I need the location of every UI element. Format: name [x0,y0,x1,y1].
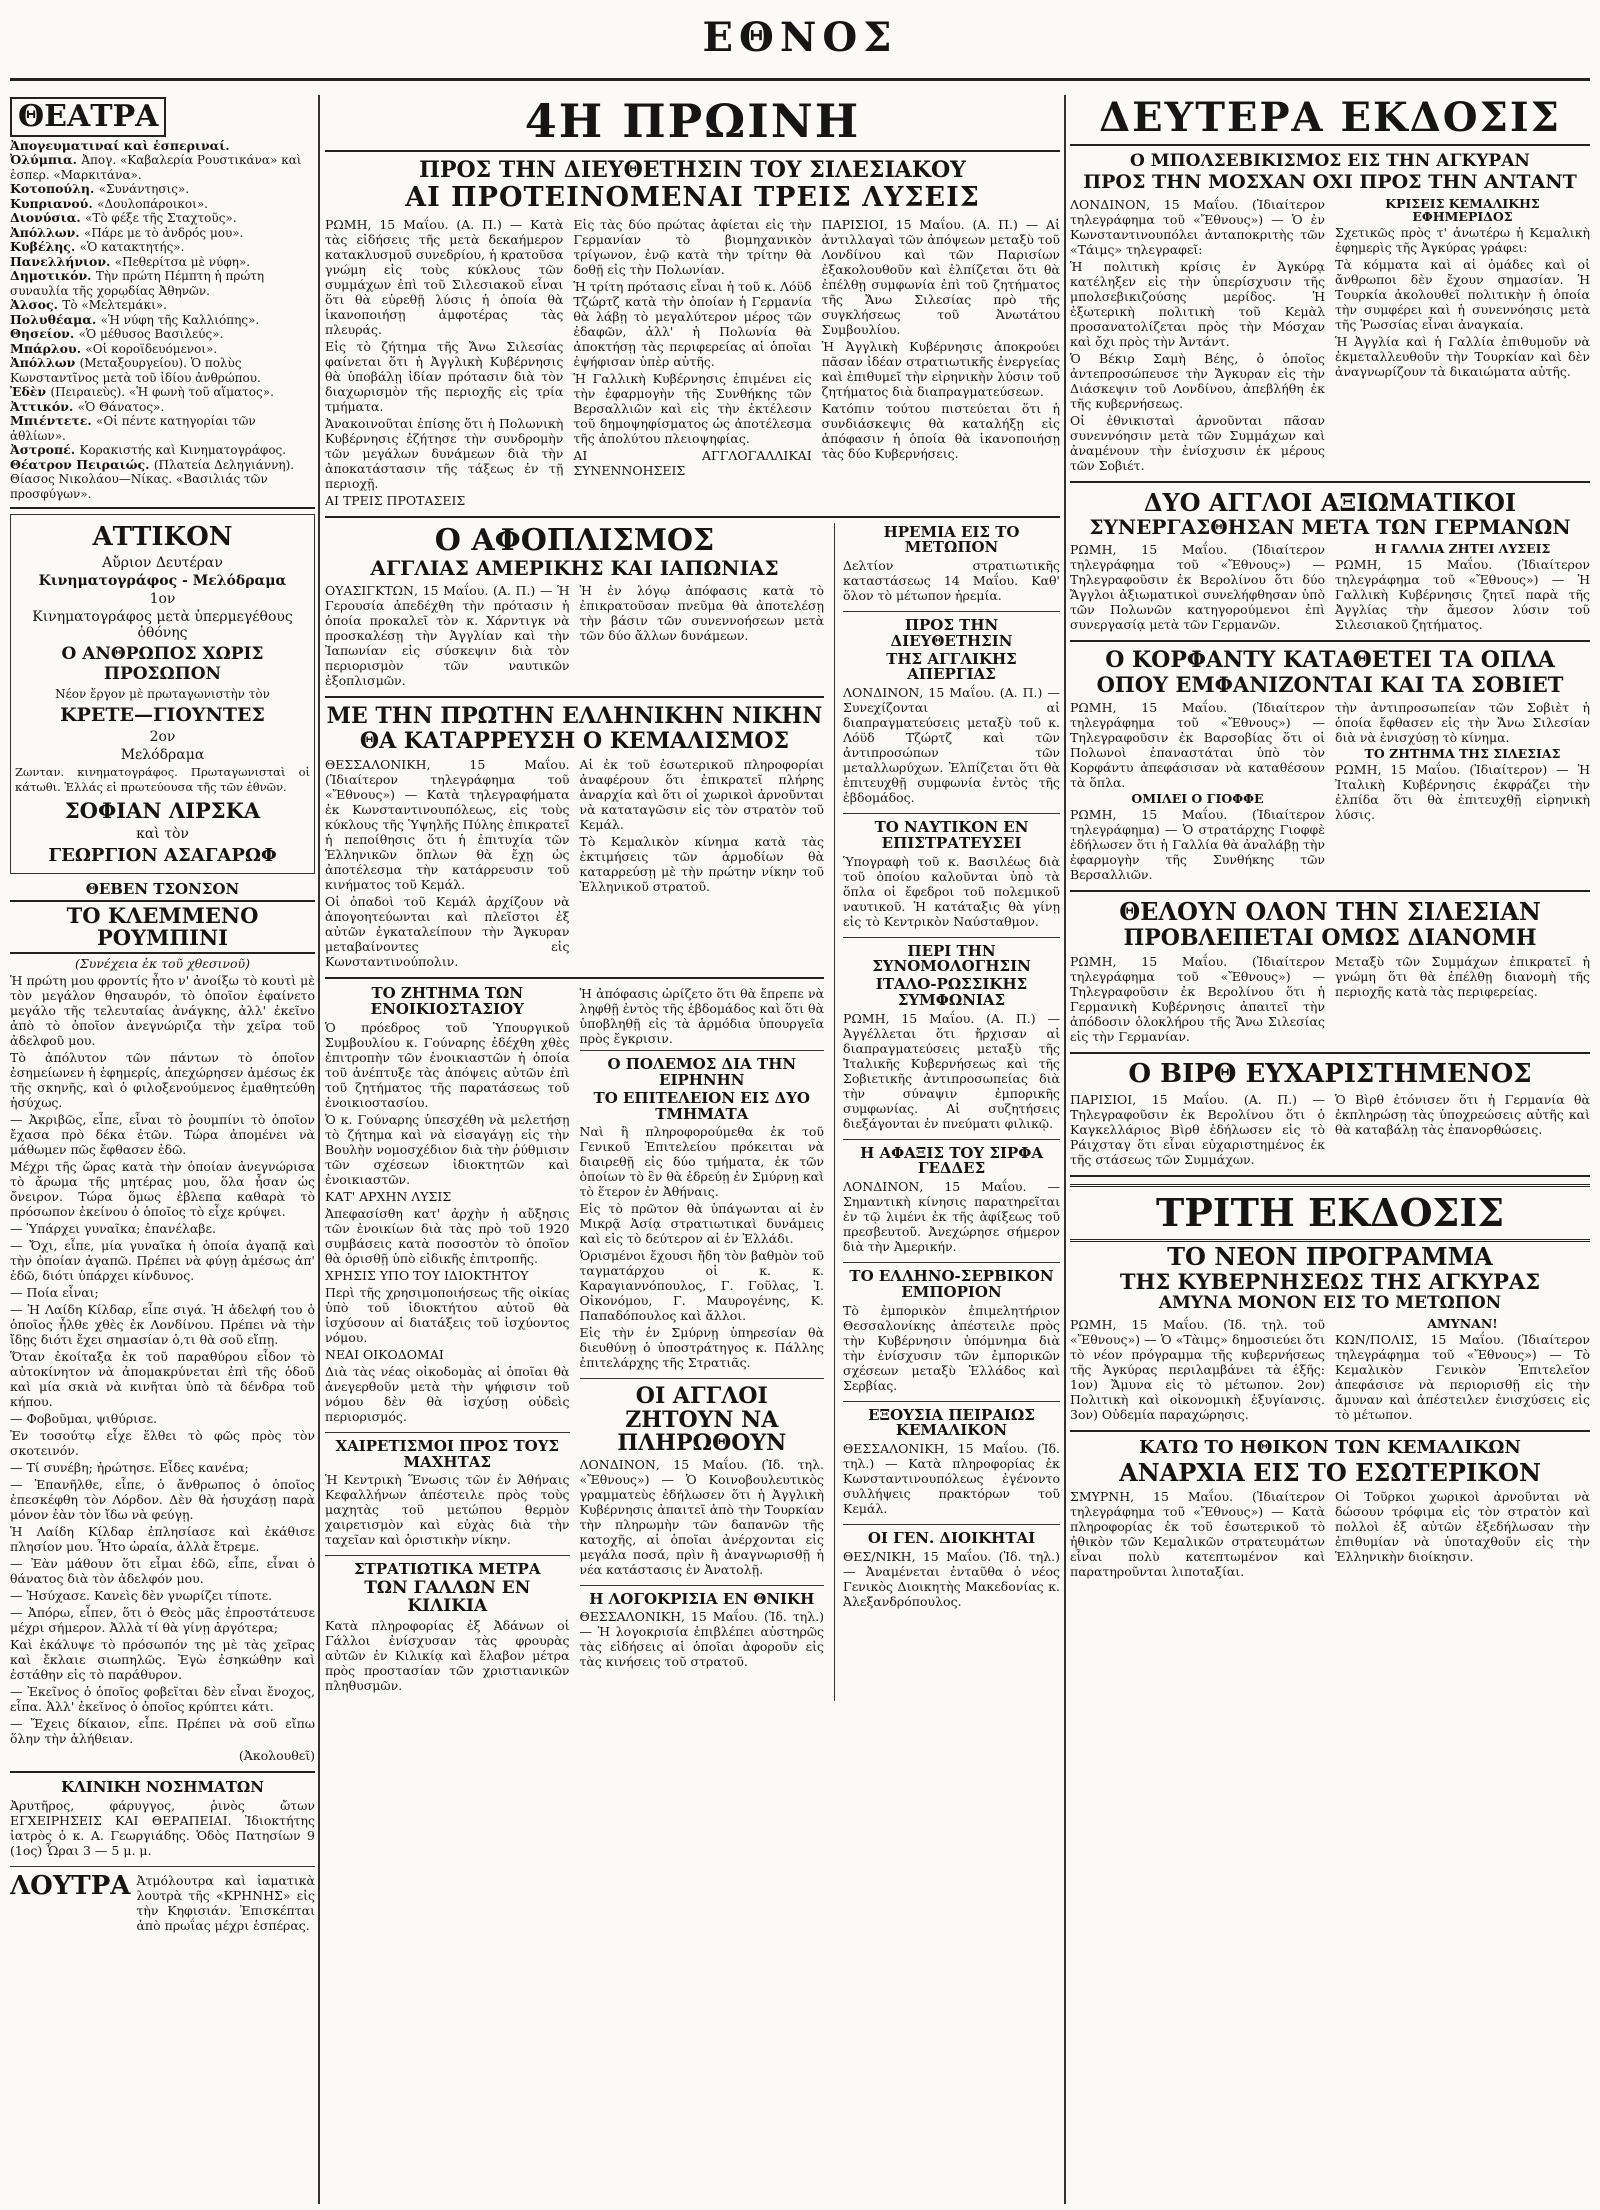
navy-article [843,818,1060,931]
article-text: ΛΟΝΔΙΝΟΝ, 15 Μαΐου. — Σημαντικὴ κίνησις παρατηρεῖται ἐν τῷ λιμένι ἐκ τῆς ἀφίξεως τοῦ πρεσβευτοῦ. Ἀνεχώρησε σήμερον διὰ τὴν Ἀμερικήν. [843,1179,1060,1255]
theatre-listing [10,443,315,458]
article-kicker: ΤΟ ΝΕΟΝ ΠΡΟΓΡΑΜΜΑ [1167,1241,1493,1271]
column-divider-2 [1064,95,1066,2204]
article-text: Μεταξὺ τῶν Συμμάχων ἐπικρατεῖ ἡ γνώμη ὅτι θὰ ἐπέλθῃ διανομὴ τῆς περιοχῆς κατὰ τὰς περιφερείας. [1335,953,1590,999]
article-text: ΡΩΜΗ, 15 Μαΐου. (Ἰδιαίτερον τηλεγράφημα τοῦ «Ἔθνους») — Ἡ Γαλλικὴ Κυβέρνησις ζητεῖ παρὰ τῆς Ἀγγλίας τὴν ἄμεσον λύσιν τοῦ Σιλεσιακοῦ ζητήματος. [1335,557,1590,633]
article-text: ΘΕΣΣΑΛΟΝΙΚΗ, 15 Μαΐου. (Ἰδ. τηλ.) — Ἡ λογοκρισία ἐπιβλέπει αὐστηρῶς τὰς εἰδήσεις αἱ ὁποῖαι ἀφοροῦν εἰς τὰς κινήσεις τοῦ στρατοῦ. [579,1609,825,1670]
theatre-name: Ἀλσος. [10,297,63,312]
paragraph: ΝΕΑΙ ΟΙΚΟΔΟΜΑΙ [325,1346,444,1362]
theatre-name: Ἀττικόν. [10,398,78,414]
article-title: ΙΤΑΛΟ-ΡΩΣΣΙΚΗΣ ΣΥΜΦΩΝΙΑΣ [875,975,1028,1009]
theatre-name: Θησείον. [10,326,79,341]
ad-line: 1ον [149,591,176,607]
theatre-listing [10,255,315,270]
theatre-name: Θέατρον Πειραιώς. [10,456,154,472]
text-column [580,581,825,690]
article-title: ΑΝΑΡΧΙΑ ΕΙΣ ΤΟ ΕΣΩΤΕΡΙΚΟΝ [1119,1457,1541,1487]
paragraph: Ἐν τοσούτῳ εἶχε ἔλθει τὸ φῶς πρὸς τὸν σκοτεινόν. [10,1427,315,1458]
cilicia-article [325,1560,570,1694]
paragraph: ΠΑΡΙΣΙΟΙ, 15 Μαΐου. (Α. Π.) — Αἱ ἀντιλλαγαὶ τῶν ἀπόψεων μεταξὺ τοῦ Λονδίνου καὶ τῶν Παρισίων ἐξακολουθοῦν καὶ ἐλπίζεται ὅτι θὰ ἐπέλθῃ συμφωνία ἐπὶ τοῦ ζητήματος τῆς Ἄνω Σιλεσίας πρὸ τῆς συγκλήσεως τοῦ Ἀνωτάτου Συμβουλίου. [821,216,1060,337]
article-kicker: ΠΡΟΣ ΤΗΝ ΔΙΕΥΘΕΤΗΣΙΝ [890,616,1013,650]
theatre-listing [10,153,315,182]
disarmament-article [325,523,824,691]
article-title: ΤΗΣ ΚΥΒΕΡΝΗΣΕΩΣ ΤΗΣ ΑΓΚΥΡΑΣ [1119,1269,1541,1295]
paragraph: — Ἀπόρω, εἶπεν, ὅτι ὁ Θεὸς μᾶς ἐπροστάτευσε μέχρι σήμερον. Ἀλλὰ τί θὰ γίνῃ ἀργότερα; [10,1604,315,1635]
paragraph: Ἡ Λαίδη Κίλδαρ ἐπλησίασε καὶ ἐκάθισε πλησίον μου. Ἦτο ὡραία, ἀλλὰ ἔτρεμε. [10,1523,315,1554]
english-officers-article [1070,488,1590,634]
paragraph: Ὁρισμένοι ἔχουσι ἤδη τὸν βαθμὸν τοῦ ταγματάρχου οἱ κ. κ. Καραγιαννόπουλος, Γ. Γοῦλας, Ἰ. Οἰκονόμου, Γ. Μαυρογένης, Κ. Παπαδόπουλος καὶ ἄλλοι. [579,1248,825,1324]
article-title: ΤΩΝ ΓΑΛΛΩΝ ΕΝ ΚΙΛΙΚΙΑ [364,1578,531,1617]
paragraph: Ἡ Ἀγγλία καὶ ἡ Γαλλία ἐπιθυμοῦν νὰ ἐκμεταλλευθοῦν τὴν Τουρκίαν καὶ δὲν ἀναγνωρίζουν τὰ δικαιώματα αὐτῆς. [1335,334,1590,380]
article-text: ΡΩΜΗ, 15 Μαΐου. (Ἰδιαίτερον τηλεγράφημα) — Ὁ στρατάρχης Γιοφφὲ ἐδήλωσεν ὅτι ἡ Γαλλία θὰ ἀναλάβῃ τὴν ἐφαρμογὴν τῆς Συνθήκης τῶν Βερσαλλιῶν. [1070,807,1325,883]
korfanty-article [1070,647,1590,884]
column-center [325,95,1060,2204]
article-subtitle: ΑΓΓΛΙΑΣ ΑΜΕΡΙΚΗΣ ΚΑΙ ΙΑΠΩΝΙΑΣ [370,556,779,581]
text-column [325,215,563,510]
article-text: τὴν ἀντιπροσωπείαν τῶν Σοβιὲτ ἡ ὁποία ἔφθασεν εἰς τὴν Ἄνω Σιλεσίαν διὰ νὰ ἐνισχύσῃ τὸ κίνημα. [1335,700,1590,746]
theatre-program: Τὸ «Μελτεμάκι». [62,298,167,312]
edition-title: ΤΡΙΤΗ ΕΚΔΟΣΙΣ [1070,1184,1590,1242]
paragraph: Ὁ κ. Γούναρης ὑπεσχέθη νὰ μελετήσῃ τὸ ζήτημα καὶ νὰ εἰσαγάγῃ εἰς τὴν Βουλὴν νομοσχέδιον διὰ τὴν ῥύθμισιν τῶν σχέσεων ἰδιοκτητῶν καὶ ἐνοικιαστῶν. [325,1111,570,1187]
ad-line: καὶ τὸν [136,826,189,842]
theatre-name: Μπάρλου. [10,340,86,356]
paragraph: Ὁ Βέκιρ Σαμὴ Βέης, ὁ ὁποῖος ἀντεπροσώπευσε τὴν Ἄγκυραν εἰς τὴν Διάσκεψιν τοῦ Λονδίνου, ἀπεβλήθη ἐκ τῆς κυβερνήσεως. [1070,350,1325,411]
theatre-name: Μπιέντετε. [10,413,97,428]
front-article [843,523,1060,606]
article-text: Ὑπογραφὴ τοῦ κ. Βασιλέως διὰ τοῦ ὁποίου καλοῦνται ὑπὸ τὰ ὅπλα οἱ ἔφεδροι τοῦ πολεμικοῦ ναυτικοῦ. Ἡ κατάταξις θὰ γίνῃ εἰς τὸ Κεντρικὸν Ναύσταθμον. [843,853,1060,929]
theatre-listing [10,211,315,226]
paragraph: Ναὶ ἢ πληροφορούμεθα ἐκ τοῦ Γενικοῦ Ἐπιτελείου πρόκειται νὰ διαιρεθῇ εἰς δύο τμήματα, ἐκ τῶν ὁποίων τὸ ἓν θὰ ἐδρεύῃ ἐν Σμύρνῃ καὶ τὸ ἕτερον ἐν Ἀθήναις. [579,1124,825,1200]
paragraph: — Ὑπάρχει γυναῖκα; ἐπανέλαβε. [10,1220,216,1236]
paragraph: ΟΥΑΣΙΓΚΤΩΝ, 15 Μαΐου. (Α. Π.) — Ἡ Γερουσία ἀπεδέχθη τὴν πρότασιν ἡ ὁποία προκαλεῖ τὸν κ. Χάρντιγκ νὰ προσκαλέσῃ τὴν Ἀγγλίαν καὶ τὴν Ἰαπωνίαν εἰς σύσκεψιν διὰ τὸν περιορισμὸν τῶν ναυτικῶν ἐξοπλισμῶν. [325,583,570,689]
article-title: ΟΙ ΓΕΝ. ΔΙΟΙΚΗΤΑΙ [867,1529,1036,1548]
wirth-article [1070,1059,1590,1169]
theatre-program: «Συνάντησις». [98,182,190,196]
pact-article [843,942,1060,1133]
ad-text: Ζωνταν. κινηματογράφος. Πρωταγωνισταὶ οἱ κάτωθι. Ἑλλάς εἰ πρωτεύουσα τῆς τῶν ἐθνῶν. [15,765,310,794]
theatre-name: Ἀπόλλων. [10,224,84,240]
article-title: ΤΟ ΕΛΛΗΝΟ-ΣΕΡΒΙΚΟΝ ΕΜΠΟΡΙΟΝ [849,1267,1054,1301]
theatres-section [10,95,315,501]
theatre-listing [10,240,315,255]
ad-line: Μελόδραμα [120,747,205,763]
serial-sub: (Συνέχεια ἐκ τοῦ χθεσινοῦ) [75,955,250,971]
article-title: ΤΟ ΕΠΙΤΕΛΕΙΟΝ ΕΙΣ ΔΥΟ ΤΜΗΜΑΤΑ [593,1088,810,1123]
paragraph: — Ἐὰν μάθουν ὅτι εἶμαι ἐδῶ, εἶπε, εἶναι ὁ θάνατος διὰ τὸν ἀδελφόν μου. [10,1555,315,1586]
paragraph: ΛΟΝΔΙΝΟΝ, 15 Μαΐου. (Ἰδιαίτερον τηλεγράφημα τοῦ «Ἔθνους») — Ὁ ἐν Κωνσταντινουπόλει ἀνταποκριτὴς τῶν «Τάιμς» τηλεγραφεῖ: [1070,196,1325,257]
theatre-name: Κυπριανού. [10,195,98,211]
theatre-program: «Δουλοπάροικοι». [97,196,208,211]
article-subtitle: ΣΥΝΕΡΓΑΣΘΗΣΑΝ ΜΕΤΑ ΤΩΝ ΓΕΡΜΑΝΩΝ [1089,514,1571,539]
vote-article [580,1590,825,1672]
theatre-listing [10,197,315,212]
theatre-program: «Ὁ κατακτητής». [79,240,185,254]
article-text: ΡΩΜΗ, 15 Μαΐου. (Ἰδ. τηλ. τοῦ «Ἔθνους») — Ὁ «Τὰιμς» δημοσιεύει ὅτι τὸ νέον πρόγραμμα τῆς κυβερνήσεως τῆς Ἀγκύρας περιλαμβάνει τὰ ἑξῆς: 1ον) Ἄμυνα εἰς τὸ μέτωπον. 2ον) Πολιτικὴ καὶ οἰκονομικὴ ἐξυγίανσις. 3ον) Οὐδεμία παραχώρησις. [1070,1316,1325,1422]
article-body [325,755,824,971]
column-right [1070,95,1590,2204]
article-text: ΘΕΣΣΑΛΟΝΙΚΗ, 15 Μαΐου. (Ἰδ. τηλ.) — Κατὰ πληροφορίας ἐκ Κωνσταντινουπόλεως ἐγένοντο συλλήψεις πρακτόρων τοῦ Κεμάλ. [843,1441,1060,1517]
theatre-name: Ἀστροπέ. [10,442,80,457]
article-kicker: ΤΟ ΖΗΤΗΜΑ ΤΗΣ ΣΙΛΕΣΙΑΣ [1364,746,1561,762]
theatre-program: «Τὸ φέξε τῆς Σταχτοῦς». [85,211,237,225]
paragraph: Τὸ Κεμαλικὸν κίνημα κατὰ τὰς ἐκτιμήσεις τῶν ἁρμοδίων θὰ καταρρεύσῃ μὲ τὴν πρώτην νίκην τοῦ Ἑλληνικοῦ στρατοῦ. [579,834,825,895]
theatre-list [10,139,315,502]
ad-name: ΣΟΦΙΑΝ ΛΙΡΣΚΑ [64,798,261,823]
ad-line: 2ον [149,729,176,745]
article-subtitle: ΑΜΥΝΑ ΜΟΝΟΝ ΕΙΣ ΤΟ ΜΕΤΩΠΟΝ [1158,1293,1502,1314]
article-text: ΛΟΝΔΙΝΟΝ, 15 Μαΐου. (Ἰδ. τηλ. «Ἔθνους») — Ὁ Κοινοβουλευτικὸς γραμματεὺς ἐδήλωσεν ὅτι ἡ Ἀγγλικὴ Κυβέρνησις ἀπαιτεῖ ἀπὸ τὴν Τουρκίαν τὴν πληρωμὴν τῶν δαπανῶν τῆς κατοχῆς, αἱ ὁποῖαι ἀνέρχονται εἰς μεγάλα ποσά, πρὶν ἢ ἀναγνωρισθῇ ἡ νέα κατάστασις ἐν Ἀνατολῇ. [579,1456,825,1577]
paragraph: Εἰς τὰς δύο πρώτας ἀφίεται εἰς τὴν Γερμανίαν τὸ βιομηχανικὸν τρίγωνον, ἐνῷ κατὰ τὴν τρίτην θὰ δοθῇ εἰς τὴν Πολωνίαν. [573,216,812,277]
article-title: ΧΑΙΡΕΤΙΣΜΟΙ ΠΡΟΣ ΤΟΥΣ ΜΑΧΗΤΑΣ [335,1436,560,1471]
paragraph: Ἡ πρώτη μου φροντίς ἦτο ν' ἀνοίξω τὸ κουτὶ μὲ τὸν μεγάλον θησαυρόν, τὸ ὁποῖον ἐφαίνετο μεγάλο τῆς τελευταίας ἀνάγκης, ἀλλ' ἐκεῖνο ἀπὸ τὸ ὁποῖον ἀνεγνώριζα τὴν χεῖρα τοῦ ἀδελφοῦ μου. [10,972,315,1048]
theatre-name: Κοτοπούλη. [10,181,99,196]
salutes-article [325,1437,570,1550]
paragraph: Εἰς τὸ πρῶτον θὰ ὑπάγωνται αἱ ἐν Μικρᾷ Ἀσίᾳ στρατιωτικαὶ δυνάμεις καὶ εἰς τὸ δεύτερον αἱ ἐν Ἑλλάδι. [579,1201,825,1247]
article-text: Κατὰ πληροφορίας ἐξ Ἀδάνων οἱ Γάλλοι ἐνίσχυσαν τὰς φρουρὰς αὐτῶν ἐν Κιλικίᾳ καὶ ἔλαβον μέτρα πρὸς προστασίαν τῶν χριστιανικῶν πληθυσμῶν. [325,1617,570,1693]
angora-article [1070,151,1590,475]
serial-kicker: ΘΕΒΕΝ ΤΣΟΝΣΟΝ [85,880,240,898]
article-kicker: ΜΕ ΤΗΝ ΠΡΩΤΗΝ ΕΛΛΗΝΙΚΗΝ ΝΙΚΗΝ [326,703,823,730]
theatre-program: «Ὁ Θάνατος». [77,399,165,414]
paragraph: — Ὄχι, εἶπε, μία γυναῖκα ἡ ὁποία ἀγαπᾷ καὶ τὴν ὁποίαν ἀγαπῶ. Πρέπει νὰ φύγῃ ἀμέσως ἀπ' ἐδῶ, διότι ὑπάρχει κίνδυνος. [10,1237,315,1283]
paragraph: — Ποία εἶναι; [10,1284,99,1300]
paragraph: ΑΙ ΤΡΕΙΣ ΠΡΟΤΑΣΕΙΣ [325,492,466,508]
article-text: ΘΕΣ/ΝΙΚΗ, 15 Μαΐου. (Ἰδ. τηλ.) — Ἀναμένεται ἐνταῦθα ὁ νέος Γενικὸς Διοικητὴς Μακεδονίας κ. Ἀλεξανδρόπουλος. [843,1548,1060,1609]
paragraph: — Ἐπανῆλθε, εἶπε, ὁ ἄνθρωπος ὁ ὁποῖος ἐπεσκέφθη τὸν Λόρδον. Δὲν θὰ ἡσυχάσῃ παρὰ μόνον ἐὰν τὸν ἴδω νὰ φεύγῃ. [10,1476,315,1522]
article-kicker: Ο ΠΟΛΕΜΟΣ ΔΙΑ ΤΗΝ ΕΙΡΗΝΗΝ [607,1055,797,1090]
ad-name: ΓΕΩΡΓΙΟΝ ΑΣΑΓΑΡΩΦ [48,845,277,866]
article-body [1070,195,1325,475]
paragraph: Οἱ ὀπαδοὶ τοῦ Κεμάλ ἀρχίζουν νὰ ἀπογοητεύωνται καὶ πλεῖστοι ἐξ αὐτῶν ἐγκαταλείπουν τὴν Ἄγκυραν μεταβαίνοντες εἰς Κωνσταντινούπολιν. [325,894,570,970]
baths-ad [10,1871,315,1935]
column-divider-1 [318,95,320,2204]
masthead-rule [10,78,1590,81]
paragraph: — Ἡσύχασε. Κανεὶς δὲν γνωρίζει τίποτε. [10,1587,273,1603]
allies-article [580,1383,825,1578]
article-text: ΠΑΡΙΣΙΟΙ, 15 Μαΐου. (Α. Π.) — Τηλεγραφοῦσιν ἐκ Βερολίνου ὅτι ὁ Καγκελλάριος Βὶρθ ἐδήλωσεν εἰς τὸ Ράιχσταγ ὅτι εἶναι εὐχαριστημένος ἐκ τῆς στάσεως τῶν Συμμάχων. [1070,1091,1325,1167]
renters-article [325,984,570,1426]
article-text: Ἡ ἀπόφασις ὡρίζετο ὅτι θὰ ἔπρεπε νὰ ληφθῇ ἐντὸς τῆς ἑβδομάδος καὶ ὅτι θὰ ὑποβληθῇ εἰς τὰ ἁρμόδια ὑπουργεῖα πρὸς ἔγκρισιν. [579,986,825,1047]
article-kicker: Ο ΚΟΡΦΑΝΤΥ ΚΑΤΑΘΕΤΕΙ ΤΑ ΟΠΛΑ [1105,647,1555,674]
theatre-name: Πανελλήνιον. [10,253,115,269]
article-text: Ὁ Βὶρθ ἐτόνισεν ὅτι ἡ Γερμανία θὰ ἐκπληρώσῃ τὰς ὑποχρεώσεις αὐτῆς καὶ θὰ καταβάλῃ τὰς ἐπανορθώσεις. [1335,1091,1590,1137]
theatre-program: Κορακιστής καὶ Κινηματογράφος. [79,443,287,457]
article-title: ΠΡΟΒΛΕΠΕΤΑΙ ΟΜΩΣ ΔΙΑΝΟΜΗ [1123,924,1537,951]
serial-body [10,973,315,1746]
ad-feature: Ο ΑΝΘΡΩΠΟΣ ΧΩΡΙΣ ΠΡΟΣΩΠΟΝ [61,644,264,684]
edition-title: 4Η ΠΡΩΙΝΗ [524,95,861,148]
clinic-text: Ἀρυτῆρος, φάρυγγος, ῥινὸς ὤτων ΕΓΧΕΙΡΗΣΕΙΣ ΚΑΙ ΘΕΡΑΠΕΙΑΙ. Ἰδιοκτήτης ἰατρὸς ὁ κ. Α. Γεωργιάδης. Ὁδὸς Πατησίων 9 (1ος) Ὧραι 3 — 5 μ. μ. [10,1797,315,1858]
theatre-program: (Πλατεία Δεληγιάννη). Θίασος Νικολάου—Νίκας. «Βασιλιάς τῶν προσφύγων». [10,457,295,501]
article-kicker: ΚΡΙΣΕΙΣ ΚΕΜΑΛΙΚΗΣ ΕΦΗΜΕΡΙΔΟΣ [1385,195,1540,224]
serial-footer: (Ἀκολουθεῖ) [238,1747,315,1763]
baths-text: Ἀτμόλουτρα καὶ ἰαματικὰ λουτρὰ τῆς «ΚΡΗΝΗΣ» εἰς τὴν Κηφισιάν. Ἐπισκέπται ἀπὸ πρωΐας μέχρι ἑσπέρας. [136,1872,315,1933]
article-text: ΛΟΝΔΙΝΟΝ, 15 Μαΐου. (Α. Π.) — Συνεχίζονται αἱ διαπραγματεύσεις μεταξὺ τοῦ κ. Λόϋδ Τζώρτζ καὶ τῶν ἀντιπροσώπων τῶν μεταλλωρύχων. Ἐλπίζεται ὅτι θὰ ἐπιτευχθῇ συμφωνία ἐντὸς τῆς ἑβδομάδος. [843,685,1060,806]
theatre-listing [10,385,315,400]
paragraph: ΑΙ ΑΓΓΛΟΓΑΛΛΙΚΑΙ ΣΥΝΕΝΝΟΗΣΕΙΣ [573,447,812,478]
article-body [1335,225,1590,379]
article-text: ΚΩΝ/ΠΟΛΙΣ, 15 Μαΐου. (Ἰδιαίτερον τηλεγράφημα τοῦ «Ἔθνους») — Τὸ Κεμαλικὸν Γενικὸν Ἐπιτελεῖον ἀπεφάσισε νὰ περιορισθῇ εἰς τὴν ἄμυναν καὶ ἀπέστειλεν ἐνισχύσεις εἰς τὸ μέτωπον. [1335,1332,1590,1423]
serial-title: ΤΟ ΚΛΕΜΜΕΝΟ ΡΟΥΜΠΙΝΙ [10,900,315,954]
paragraph: Ὁ πρόεδρος τοῦ Ὑπουργικοῦ Συμβουλίου κ. Γούναρης ἐδέχθη χθὲς ἐπιτροπὴν τῶν ἐνοικιαστῶν ἡ ὁποία τοῦ ἀνέπτυξε τὰς ἀπόψεις αὐτῶν ἐπὶ τοῦ ζητήματος τῆς παρατάσεως τοῦ ἐνοικιοστασίου. [325,1019,570,1110]
theatre-listing [10,226,315,241]
article-title: Ο ΑΦΟΠΛΙΣΜΟΣ [434,522,715,558]
ad-title: ΑΤΤΙΚΟΝ [92,522,233,552]
theatre-program: «Πάρε με τὸ ἀνδρός μου». [84,225,244,240]
anarchy-article [1070,1437,1590,1581]
text-column [580,755,825,971]
theatre-listing [10,414,315,443]
paragraph: Διὰ τὰς νέας οἰκοδομὰς αἱ ὁποῖαι θὰ ἀνεγερθοῦν μετὰ τὴν ψήφισιν τοῦ νόμου δὲν θὰ ἰσχύσῃ οὐδεὶς περιορισμός. [325,1363,570,1424]
war-article [580,1055,825,1372]
article-kicker: ΑΜΥΝΑΝ! [1427,1315,1498,1331]
article-text: ΡΩΜΗ, 15 Μαΐου. (Ἰδιαίτερον τηλεγράφημα τοῦ «Ἔθνους») — Τηλεγραφοῦσιν ἐκ Βερολίνου ὅτι ἡ Γερμανικὴ Κυβέρνησις ἀπαιτεῖ τὴν ἀπόδοσιν ὁλοκλήρου τῆς Ἄνω Σιλεσίας εἰς τὴν Γερμανίαν. [1070,953,1325,1044]
theatre-listing [10,139,315,154]
paragraph: ΚΑΤ' ΑΡΧΗΝ ΛΥΣΙΣ [325,1188,452,1204]
theatre-listing [10,342,315,357]
theatre-program: Τὴν πρώτη Πέμπτη ἡ πρώτη συναυλία τῆς χορῳδίας Ἀθηνῶν. [10,269,265,298]
paragraph: Ἡ ἐν λόγῳ ἀπόφασις κατὰ τὸ ἐπικρατοῦσαν πνεῦμα θὰ ἀποτελέσῃ τὴν βάσιν τῶν συνεννοήσεων μετὰ τῶν δύο ἄλλων δυνάμεων. [579,583,825,644]
paragraph: Σχετικῶς πρὸς τ' ἀνωτέρω ἡ Κεμαλικὴ ἐφημερὶς τῆς Ἀγκύρας γράφει: [1335,225,1590,256]
attikon-ad [10,514,315,874]
article-kicker: ΟΜΙΛΕΙ Ο ΓΙΟΦΦΕ [1131,791,1264,807]
article-text: ΡΩΜΗ, 15 Μαΐου. (Ἰδιαίτερον τηλεγράφημα τοῦ «Ἔθνους») — Τηλεγραφοῦσιν ἐκ Βαρσοβίας ὅτι οἱ Πολωνοὶ ἐπαναστάται ὑπὸ τὸν Κορφάντυ ἀπεφάσισαν νὰ καταθέσουν τὰ ὅπλα. [1070,700,1325,791]
article-title: ΘΑ ΚΑΤΑΡΡΕΥΣΗ Ο ΚΕΜΑΛΙΣΜΟΣ [359,728,790,755]
theatre-listing [10,182,315,197]
text-column [822,215,1060,510]
article-title: ΠΡΟΣ ΤΗΝ ΜΟΣΧΑΝ ΟΧΙ ΠΡΟΣ ΤΗΝ ΑΝΤΑΝΤ [1083,170,1577,193]
ad-line: Κινηματογράφος μετὰ ὑπερμεγέθους ὀθόνης [32,609,293,641]
theatre-listing [10,356,315,385]
paragraph: ΡΩΜΗ, 15 Μαΐου. (Α. Π.) — Κατὰ τὰς εἰδήσεις τῆς μετὰ δεκαήμερον κατακλυσμοῦ συνεδρίου, ἡ κρατοῦσα γνώμη εἰς τοὺς κύκλους τῶν συμμάχων ἐπὶ τοῦ Σιλεσιακοῦ εἶναι ὅτι θὰ εὑρεθῇ λύσις ἡ ὁποία θὰ ἱκανοποιήσῃ ἀμφοτέρας τὰς πλευράς. [325,216,564,337]
trade-article [843,1267,1060,1395]
article-text: Ἡ Κεντρικὴ Ἕνωσις τῶν ἐν Ἀθήναις Κεφαλλήνων ἀπέστειλε πρὸς τοὺς μαχητὰς τοῦ μετώπου θερμὸν χαιρετισμὸν καὶ εὐχὰς διὰ τὴν ταχεῖαν καὶ ὁριστικὴν νίκην. [325,1472,570,1548]
paragraph: Εἰς τὴν ἐν Σμύρνῃ ὑπηρεσίαν θὰ διευθύνῃ ὁ ὑποστράτηγος κ. Πάλλης ἐπιτελάρχης τῆς Στρατιᾶς. [579,1325,825,1371]
paragraph: Τὸ ἀπόλυτον τῶν πάντων τὸ ὁποῖον ἐσημείωνεν ἡ ἐφημερίς, ἀπεχώρησεν ἀμέσως ἐκ τῆς σκηνῆς, καὶ ὁ φιλοξενούμενος ἐμαθητεύθη ἡσύχως. [10,1049,315,1110]
ad-star: ΚΡΕΤΕ—ΓΙΟΥΝΤΕΣ [60,704,265,726]
theatre-name: Δημοτικόν. [10,268,96,283]
paragraph: Ἡ Ἀγγλικὴ Κυβέρνησις ἀποκρούει πᾶσαν ἰδέαν στρατιωτικῆς ἐνεργείας καὶ ἐπιθυμεῖ τὴν εἰρηνικὴν λύσιν τοῦ ζητήματος διὰ διαπραγματεύσεων. [821,338,1060,399]
governors-article [843,1529,1060,1611]
paragraph: — Τί συνέβη; ἠρώτησε. Εἶδες κανένα; [10,1459,249,1475]
article-text: ΣΜΥΡΝΗ, 15 Μαΐου. (Ἰδιαίτερον τηλεγράφημα τοῦ «Ἔθνους») — Κατὰ πληροφορίας ἐκ τοῦ ἐσωτερικοῦ τὸ ἠθικὸν τῶν Κεμαλικῶν στρατευμάτων εἶναι πολὺ κατεπτωμένον καὶ παρατηροῦνται λιποταξίαι. [1070,1489,1325,1580]
article-title: Η ΑΦΑΞΙΣ ΤΟΥ ΣΙΡΦΑ ΓΕΔΔΕΣ [860,1143,1043,1178]
article-title: ΟΠΟΥ ΕΜΦΑΝΙΖΟΝΤΑΙ ΚΑΙ ΤΑ ΣΟΒΙΕΤ [1096,672,1564,698]
clinic-title: ΚΛΙΝΙΚΗ ΝΟΣΗΜΑΤΩΝ [61,1777,264,1796]
article-kicker: ΚΑΤΩ ΤΟ ΗΘΙΚΟΝ ΤΩΝ ΚΕΜΑΛΙΚΩΝ [1139,1437,1521,1459]
paragraph: Αἱ ἐκ τοῦ ἐσωτερικοῦ πληροφορίαι ἀναφέρουν ὅτι ἐπικρατεῖ πλήρης ἀναρχία καὶ ὅτι οἱ χωρικοὶ ἀρνοῦνται νὰ καταταγῶσιν εἰς τὸν στρατὸν τοῦ Κεμάλ. [579,757,825,833]
article-body [325,1020,570,1424]
edition-title: ΔΕΥΤΕΡΑ ΕΚΔΟΣΙΣ [1099,95,1561,141]
article-text: ΡΩΜΗ, 15 Μαΐου. (Α. Π.) — Ἀγγέλλεται ὅτι ἤρχισαν αἱ διαπραγματεύσεις μεταξὺ τῆς Ἰταλικῆς Κυβερνήσεως καὶ τῆς Σοβιετικῆς ἀντιπροσωπείας διὰ τὴν σύναψιν ἐμπορικῆς συμφωνίας. Αἱ συζητήσεις διεξάγονται ἐν πνεύματι φιλικῷ. [843,1010,1060,1131]
ad-line: Κινηματογράφος - Μελόδραμα [38,573,287,589]
paragraph: ΘΕΣΣΑΛΟΝΙΚΗ, 15 Μαΐου. (Ἰδιαίτερον τηλεγράφημα τοῦ «Ἔθνους») — Κατὰ τηλεγραφήματα ἐκ Κωνσταντινουπόλεως, εἰς τοὺς κύκλους τῆς Ὑψηλῆς Πύλης ἐπικρατεῖ ἡ πεποίθησις ὅτι ἡ ἐπιτυχία τῶν Ἑλληνικῶν ὅπλων θὰ ἔχῃ ὡς ἀποτέλεσμα τὴν κατάρρευσιν τοῦ κινήματος τοῦ Κεμάλ. [325,757,570,893]
paragraph: Καὶ ἐκάλυψε τὸ πρόσωπόν της μὲ τὰς χεῖρας καὶ ἔκλαιε σιωπηλῶς. Ἐγὼ ἐσηκώθην καὶ ἐστάθην εἰς τὸ παράθυρον. [10,1636,315,1682]
article-text: Δελτίον στρατιωτικῆς καταστάσεως 14 Μαΐου. Καθ' ὅλον τὸ μέτωπον ἠρεμία. [843,558,1060,604]
article-text: Τὸ ἐμπορικὸν ἐπιμελητήριον Θεσσαλονίκης ἀπέστειλε πρὸς τὴν Κυβέρνησιν ὑπόμνημα διὰ τὴν ἐνίσχυσιν τῶν ἐμπορικῶν σχέσεων μεταξὺ Ἑλλάδος καὶ Σερβίας. [843,1302,1060,1393]
article-title: ΤΟ ΖΗΤΗΜΑ ΤΩΝ ΕΝΟΙΚΙΟΣΤΑΣΙΟΥ [370,984,524,1019]
article-title: ΟΙ ΑΓΓΛΟΙ ΖΗΤΟΥΝ ΝΑ ΠΛΗΡΩΘΟΥΝ [617,1383,787,1456]
article-body [580,1124,825,1370]
ad-line: Αὔριον Δευτέραν [102,555,223,571]
article-title: Ο ΒΙΡΘ ΕΥΧΑΡΙΣΤΗΜΕΝΟΣ [1128,1058,1532,1089]
article-kicker: Ο ΜΠΟΛΣΕΒΙΚΙΣΜΟΣ ΕΙΣ ΤΗΝ ΑΓΚΥΡΑΝ [1130,151,1530,171]
theatre-program: (Μεταξουργείου). Ὁ πολὺς Κωνσταντῖνος μετὰ τοῦ ἰδίου ἀνθρώπου. [10,356,261,385]
text-column [325,581,570,690]
paragraph: Ἡ Γαλλικὴ Κυβέρνησις ἐπιμένει εἰς τὴν ἐφαρμογὴν τῆς Συνθήκης τῶν Βερσαλλιῶν καὶ εἰς τὴν ἐκτέλεσιν τοῦ δημοψηφίσματος ὡς ἀποτέλεσμα τῆς ἀπολύτου πλειοψηφίας. [573,370,812,446]
paragraph: Ὅταν ἐκοίταξα ἐκ τοῦ παραθύρου εἶδον τὸ αὐτοκίνητον νὰ ἀπομακρύνεται ἐπὶ τῆς ὁδοῦ καὶ μία σκιὰ νὰ κινῆται ὑπὸ τὰ δένδρα τοῦ κήπου. [10,1348,315,1409]
ad-line: Νέον ἔργον μὲ πρωταγωνιστὴν τὸν [55,687,270,701]
theatre-program: «Πεθερίτσα μὲ νύφη». [114,254,251,269]
article-title: ΤΟ ΝΑΥΤΙΚΟΝ ΕΝ ΕΠΙΣΤΡΑΤΕΥΣΕΙ [874,818,1029,852]
article-kicker: ΠΡΟΣ ΤΗΝ ΔΙΕΥΘΕΤΗΣΙΝ ΤΟΥ ΣΙΛΕΣΙΑΚΟΥ [419,157,966,184]
article-body [325,581,824,690]
theatre-program: (Πειραιεὺς). «Ἡ φωνὴ τοῦ αἵματος». [50,385,274,399]
third-edition [1070,1182,1590,1424]
masthead-title: ΕΘΝΟΣ [702,14,898,61]
article-title: ΗΡΕΜΙΑ ΕΙΣ ΤΟ ΜΕΤΩΠΟΝ [883,522,1020,557]
article-title: ΤΗΣ ΑΓΓΛΙΚΗΣ ΑΠΕΡΓΙΑΣ [886,649,1017,684]
theatre-program: «Ἡ νύφη τῆς Καλλιόπης». [100,312,260,327]
theatre-name: Ἀπογευματιναί καὶ ἑσπεριναί. [10,137,230,153]
article-body [325,215,1060,510]
silesia-article [325,157,1060,509]
article-kicker: ΣΤΡΑΤΙΩΤΙΚΑ ΜΕΤΡΑ [354,1560,541,1579]
article-text: ΡΩΜΗ, 15 Μαΐου. (Ἰδιαίτερον) — Ἡ Ἰταλικὴ Κυβέρνησις ἐκφράζει τὴν ἐλπίδα ὅτι θὰ ἐπιτευχθῇ εἰρηνικὴ λύσις. [1335,762,1590,823]
baths-title: ΛΟΥΤΡΑ [10,1870,131,1901]
serial-story [10,880,315,1765]
article-kicker: ΠΕΡΙ ΤΗΝ ΣΥΝΟΜΟΛΟΓΗΣΙΝ [872,941,1031,976]
paragraph: Εἰς τὸ ζήτημα τῆς Ἄνω Σιλεσίας φαίνεται ὅτι ἡ Ἀγγλικὴ Κυβέρνησις θὰ ὑποβάλῃ ἰδίαν πρότασιν διὰ τὸν διαχωρισμὸν τῆς περιοχῆς εἰς τρία τμήματα. [325,338,564,414]
theatre-program: «Οἱ πέντε κατηγορίαι τῶν ἀθλίων». [10,414,256,443]
paragraph: — Ἐκεῖνος ὁ ὁποῖος φοβεῖται δὲν εἶναι ἔνοχος, εἶπα. Ἀλλ' ἐκεῖνος ὁ ὁποῖος κρύπτει κάτι. [10,1683,315,1714]
theatre-name: Διονύσια. [10,210,86,225]
theatre-name: Ἐδὲν [10,384,51,399]
theatre-listing [10,298,315,313]
paragraph: ΧΡΗΣΙΣ ΥΠΟ ΤΟΥ ΙΔΙΟΚΤΗΤΟΥ [325,1267,529,1283]
theatres-title: ΘΕΑΤΡΑ [10,97,166,137]
strike-article [843,616,1060,807]
text-column [325,755,570,971]
theatre-listing [10,327,315,342]
paragraph: Ἡ τρίτη πρότασις εἶναι ἡ τοῦ κ. Λόϋδ Τζώρτζ κατὰ τὴν ὁποίαν ἡ Γερμανία θὰ λάβῃ τὸ μεγαλύτερον μέρος τῶν ἐδαφῶν, ἀλλ' ἡ Πολωνία θὰ ἀποκτήσῃ τὰς περιφερείας αἱ ὁποῖαι ἐψήφισαν ὑπὲρ αὐτῆς. [573,278,812,369]
paragraph: Ἡ πολιτικὴ κρίσις ἐν Ἀγκύρᾳ κατέληξεν εἰς τὴν ὑπερίσχυσιν τῆς μπολσεβικιζούσης μερίδος. Ἡ ἐξωτερικὴ πολιτικὴ τοῦ Κεμὰλ προσανατολίζεται πρὸς τὴν Μόσχαν καὶ ὄχι πρὸς τὴν Ἀντάντ. [1070,258,1325,349]
theatre-program: «Ὁ μέθυσος Βασιλεύς». [78,327,224,341]
column-left [10,95,315,2204]
theatre-listing [10,458,315,502]
paragraph: Περὶ τῆς χρησιμοποιήσεως τῆς οἰκίας ὑπὸ τοῦ ἰδιοκτήτου αὐτοῦ θὰ ἰσχύσουν αἱ διατάξεις τοῦ ἰσχύοντος νόμου. [325,1284,570,1345]
article-title: ΑΙ ΠΡΟΤΕΙΝΟΜΕΝΑΙ ΤΡΕΙΣ ΛΥΣΕΙΣ [405,182,980,214]
silesia-claims-article [1070,897,1590,1045]
paragraph: — Ἔχεις δίκαιον, εἶπε. Πρέπει νὰ σοῦ εἴπω ὅλην τὴν ἀλήθειαν. [10,1715,315,1746]
article-text: ΡΩΜΗ, 15 Μαΐου. (Ἰδιαίτερον τηλεγράφημα τοῦ «Ἔθνους») — Τηλεγραφοῦσιν ἐκ Βερολίνου ὅτι δύο Ἄγγλοι ἀξιωματικοὶ συνελήφθησαν ὑπὸ τῶν Πολωνῶν κατηγορούμενοι ἐπὶ συνεργασίᾳ μετὰ τῶν Γερμανῶν. [1070,541,1325,632]
paragraph: Μέχρι τῆς ὥρας κατὰ τὴν ὁποίαν ἀνεγνώρισα τὸ ἄρωμα τῆς μητέρας μου, ὅλα ἦσαν ὡς ὄνειρον. Τώρα ὅμως ἐβλεπα καθαρὰ τὸ πρόσωπον ἐκείνου ὁ ὁποῖος τὸ εἶχε κρύψει. [10,1158,315,1219]
article-kicker: ΘΕΛΟΥΝ ΟΛΟΝ ΤΗΝ ΣΙΛΕΣΙΑΝ [1119,897,1541,927]
theatre-name: Πολυθέαμα. [10,311,101,327]
theatre-listing [10,269,315,298]
theatre-program: Ἀπογ. «Καβαλερία Ρουστικάνα» καὶ ἑσπερ. «Μαρκιτάνα». [10,153,302,182]
article-kicker: Η ΓΑΛΛΙΑ ΖΗΤΕΙ ΛΥΣΕΙΣ [1374,540,1551,556]
theatre-listing [10,400,315,415]
paragraph: Οἱ ἐθνικισταὶ ἀρνοῦνται πᾶσαν συνεννόησιν μετὰ τῶν Συμμάχων καὶ ἀναμένουν τὴν ἐνίσχυσιν ἐκ μέρους τῶν Σοβιέτ. [1070,412,1325,473]
geddes-article [843,1144,1060,1257]
paragraph: Ἀνακοινοῦται ἐπίσης ὅτι ἡ Πολωνικὴ Κυβέρνησις ἐζήτησε τὴν συνδρομὴν τῶν μεγάλων δυνάμεων διὰ τὴν ἀποκατάστασιν τῆς τάξεως ἐν τῇ περιοχῇ. [325,415,564,491]
masthead [0,0,1600,90]
clinic-ad [10,1778,315,1860]
paragraph: Κατόπιν τούτου πιστεύεται ὅτι ἡ συνδιάσκεψις θὰ καταλήξῃ εἰς ἀπόφασιν ἡ ὁποία θὰ ἱκανοποιήσῃ τὰς δύο Κυβερνήσεις. [821,400,1060,461]
paragraph: — Ἀκριβῶς, εἶπε, εἶναι τὸ ῥουμπίνι τὸ ὁποῖον ἔχασα πρὸ δέκα ἐτῶν. Τώρα ἀπομένει νὰ μάθωμεν πῶς ἔφθασεν ἐδῶ. [10,1111,315,1157]
text-column [573,215,811,510]
paragraph: Τὰ κόμματα καὶ αἱ ὁμάδες καὶ οἱ ἄνθρωποι δὲν ἔχουν σημασίαν. Ἡ Τουρκία ἀκολουθεῖ πολιτικὴν ἡ ὁποία τὴν συμφέρει καὶ ἡ συνεννόησις μετὰ τῆς Ῥωσσίας εἶναι ἀναγκαία. [1335,257,1590,333]
port-article [843,1406,1060,1519]
theatre-listing [10,313,315,328]
article-title: ΔΥΟ ΑΓΓΛΟΙ ΑΞΙΩΜΑΤΙΚΟΙ [1143,487,1517,517]
paragraph: — Ἡ Λαίδη Κίλδαρ, εἶπε σιγά. Ἡ ἀδελφή του ὁ ὁποῖος ἦλθε χθὲς ἐκ Λονδίνου. Πρέπει νὰ τὴν ἴδῃς διότι ἔχει σημασίαν ὁ,τι θὰ σοῦ εἴπῃ. [10,1301,315,1347]
article-title: ΕΞΟΥΣΙΑ ΠΕΙΡΑΙΩΣ ΚΕΜΑΛΙΚΟΝ [868,1405,1035,1440]
theatre-name: Ὀλύμπια. [10,152,82,167]
kemalism-article [325,703,824,971]
article-title: Η ΛΟΓΟΚΡΙΣΙΑ ΕΝ ΘΝΙΚΗ [589,1589,815,1608]
paragraph: — Φοβοῦμαι, ψιθύρισε. [10,1410,158,1426]
article-text: Οἱ Τοῦρκοι χωρικοὶ ἀρνοῦνται νὰ δώσουν τρόφιμα εἰς τὸν στρατὸν καὶ πολλοὶ ἐξ αὐτῶν ἐξεδήλωσαν τὴν ἐπιθυμίαν νὰ ὑποταχθοῦν εἰς τὴν Ἑλληνικὴν διοίκησιν. [1335,1489,1590,1565]
theatre-name: Ἀπόλλων [10,355,80,370]
paragraph: Ἀπεφασίσθη κατ' ἀρχὴν ἡ αὔξησις τῶν ἐνοικίων διὰ τὰς πρὸ τοῦ 1920 συμβάσεις κατὰ ποσοστὸν τὸ ὁποῖον θὰ ὁρισθῇ ὑπὸ εἰδικῆς ἐπιτροπῆς. [325,1205,570,1266]
theatre-name: Κυβέλης. [10,239,80,254]
theatre-program: «Οἱ κοροϊδευόμενοι». [85,341,218,356]
